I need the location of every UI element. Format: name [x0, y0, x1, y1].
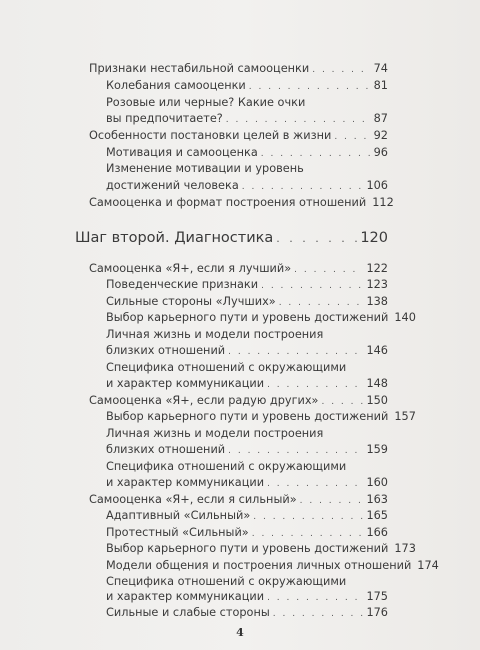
toc-entry [106, 278, 388, 293]
toc-entry [106, 377, 388, 392]
toc-entry [106, 112, 388, 127]
toc-entry-page: 175 [366, 590, 388, 603]
toc-entry [106, 410, 416, 425]
toc-entry-page: 165 [366, 509, 388, 522]
toc-entry-line: Розовые или черные? Какие очки [106, 96, 306, 109]
toc-entry-page: 173 [394, 542, 416, 555]
toc-entry-page: 174 [417, 559, 439, 572]
toc-leader-dots [267, 591, 363, 605]
toc-leader-dots [300, 494, 364, 508]
toc-entry [106, 542, 416, 557]
toc-leader-dots [267, 378, 363, 392]
toc-entry-page: 138 [366, 295, 388, 308]
toc-entry-title: Поведенческие признаки [106, 278, 259, 291]
toc-entry-title: Выбор карьерного пути и уровень достижений [106, 311, 389, 324]
toc-entry-page: 140 [394, 311, 416, 324]
toc-entry-title: и характер коммуникации [106, 476, 265, 489]
toc-leader-dots [273, 607, 364, 621]
page-number: 4 [236, 626, 244, 639]
toc-entry-page: 112 [372, 196, 394, 209]
toc-chapter-title: Шаг второй. Диагностика [75, 230, 274, 246]
toc-entry-page: 81 [373, 79, 388, 92]
toc-entry-page: 106 [366, 179, 388, 192]
toc-entry-page: 160 [366, 476, 388, 489]
toc-entry [106, 443, 388, 458]
toc-entry-title: Самооценка «Я+, если радую других» [89, 394, 319, 407]
toc-entry [89, 262, 388, 277]
toc-entry [106, 344, 388, 359]
toc-entry-title: близких отношений [106, 344, 226, 357]
toc-leader-dots [276, 230, 357, 248]
toc-entry-page: 163 [366, 493, 388, 506]
toc-entry [106, 526, 388, 541]
toc-entry [106, 146, 388, 161]
toc-entry-page: 74 [373, 62, 388, 75]
toc-entry-title: Самооценка «Я+, если я лучший» [89, 262, 292, 275]
toc-entry [106, 559, 439, 574]
toc-leader-dots [253, 510, 363, 524]
toc-entry [89, 493, 388, 508]
toc-entry [106, 179, 388, 194]
toc-entry [106, 509, 388, 524]
toc-entry-title: Колебания самооценки [106, 79, 246, 92]
toc-entry-page: 166 [366, 526, 388, 539]
toc-entry-title: Сильные стороны «Лучших» [106, 295, 276, 308]
toc-entry-title: Модели общения и построения личных отношений [106, 559, 412, 572]
toc-leader-dots [261, 279, 363, 293]
toc-entry-title: и характер коммуникации [106, 377, 265, 390]
toc-entry-page: 176 [366, 606, 388, 619]
toc-entry-line: Специфика отношений с окружающими [106, 460, 347, 473]
toc-leader-dots [279, 296, 364, 310]
toc-entry-page: 157 [394, 410, 416, 423]
toc-entry-title: Протестный «Сильный» [106, 526, 249, 539]
toc-leader-dots [312, 63, 370, 77]
toc-entry [89, 196, 394, 211]
toc-entry-title: Особенности постановки целей в жизни [89, 129, 332, 142]
toc-entry-page: 92 [373, 129, 388, 142]
toc-entry-page: 146 [366, 344, 388, 357]
toc-entry-line: Изменение мотивации и уровень [106, 162, 304, 175]
toc-entry-title: Выбор карьерного пути и уровень достижений [106, 410, 389, 423]
toc-entry [106, 606, 388, 621]
toc-leader-dots [226, 113, 371, 127]
toc-entry-title: Мотивация и самооценка [106, 146, 258, 159]
toc-leader-dots [267, 477, 363, 491]
toc-chapter-page: 120 [360, 230, 388, 246]
toc-entry-title: Адаптивный «Сильный» [106, 509, 251, 522]
toc-leader-dots [242, 180, 364, 194]
toc-entry-title: Выбор карьерного пути и уровень достижений [106, 542, 389, 555]
toc-entry [106, 295, 388, 310]
toc-leader-dots [334, 130, 370, 144]
toc-entry [106, 476, 388, 491]
toc-entry-title: близких отношений [106, 443, 226, 456]
toc-entry-page: 96 [373, 146, 388, 159]
toc-chapter-heading [75, 229, 388, 248]
toc-entry [89, 394, 388, 409]
toc-entry-title: Сильные и слабые стороны [106, 606, 270, 619]
toc-entry-line: Личная жизнь и модели построения [106, 427, 324, 440]
toc-entry-page: 87 [373, 112, 388, 125]
toc-entry-page: 150 [366, 394, 388, 407]
toc-entry-title: вы предпочитаете? [106, 112, 223, 125]
toc-entry-page: 148 [366, 377, 388, 390]
toc-entry-title: Признаки нестабильной самооценки [89, 62, 310, 75]
toc-entry-title: и характер коммуникации [106, 590, 265, 603]
toc-leader-dots [321, 395, 363, 409]
toc-entry [106, 590, 388, 605]
toc-entry [89, 129, 388, 144]
toc-entry-page: 122 [366, 262, 388, 275]
toc-entry-line: Специфика отношений с окружающими [106, 361, 347, 374]
toc-leader-dots [261, 147, 371, 161]
toc-leader-dots [228, 444, 363, 458]
toc-entry [106, 311, 416, 326]
toc-entry-title: Самооценка и формат построения отношений [89, 196, 367, 209]
toc-entry [89, 62, 388, 77]
toc-leader-dots [294, 263, 363, 277]
toc-entry-page: 123 [366, 278, 388, 291]
toc-leader-dots [252, 527, 364, 541]
toc-entry-title: Самооценка «Я+, если я сильный» [89, 493, 297, 506]
toc-entry-line: Специфика отношений с окружающими [106, 575, 347, 588]
toc-leader-dots [228, 345, 363, 359]
toc-entry [106, 79, 388, 94]
toc-entry-line: Личная жизнь и модели построения [106, 328, 324, 341]
toc-entry-page: 159 [366, 443, 388, 456]
toc-entry-title: достижений человека [106, 179, 239, 192]
toc-leader-dots [249, 80, 371, 94]
